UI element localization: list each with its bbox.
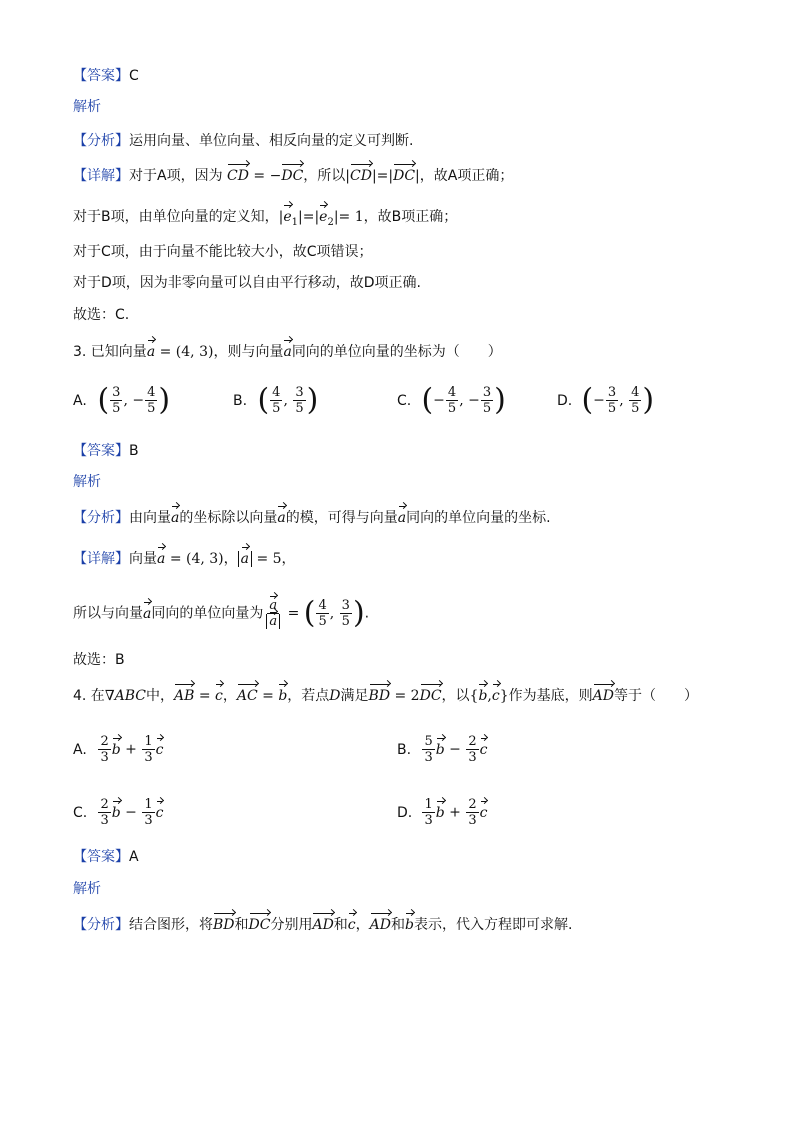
q3-answer-line — [73, 441, 139, 461]
q3-conclusion: 故选：B — [73, 652, 125, 668]
q2-fenxi-line — [73, 131, 413, 151]
jiexi-heading: 解析 — [73, 881, 101, 897]
answer-tag: 【答案】 — [73, 849, 129, 865]
q4-stem-h: 等于（ ） — [613, 688, 698, 704]
option-label: C. — [73, 804, 88, 821]
q3-detail2: 所以与向量 — [73, 605, 143, 622]
q3-fenxi-d: 同向的单位向量的坐标. — [406, 510, 551, 526]
q4-stem-f: ，以 — [441, 688, 470, 704]
q4-stem-g: 作为基底，则 — [508, 688, 593, 704]
q3-detail-line: 【详解】向量a = (4, 3)， a = 5， — [73, 551, 296, 567]
formula-unit-vectors: $|e_1|=|e_2|= 1$ — [278, 209, 364, 228]
fenxi-tag: 【分析】 — [73, 917, 129, 933]
q3-stem-a: 3. 已知向量 — [73, 344, 147, 360]
fenxi-tag: 【分析】 — [73, 133, 129, 149]
q3-conclusion-line — [73, 650, 125, 670]
formula-cd-eq-neg-dc: CD = −DC — [227, 168, 304, 184]
q2-detail-a: 对于A项，因为 — [129, 168, 223, 184]
option-label: D. — [397, 804, 413, 821]
option-label: A. — [73, 392, 87, 409]
option-label: C. — [397, 392, 412, 409]
xiangjie-tag: 【详解】 — [73, 168, 129, 184]
q3-fenxi-a: 由向量 — [129, 510, 171, 526]
q3-option-a: A. ( $\frac{3}{5}$ , − $\frac{4}{5}$ ) — [73, 382, 171, 418]
q3-detail2-line: 所以与向量a同向的单位向量为 $\frac{a}{a}$ = ( $\frac{4}{5}$ , $\frac{3}{5}$ ). — [73, 595, 370, 631]
q4-stem: 4. 在∇ABC中，AB = c，AC = b，若点D满足BD = 2DC，以{b,c}作为基底，则AD等于（ ） — [73, 688, 698, 704]
q3-option-b: B. ( $\frac{4}{5}$ , $\frac{3}{5}$ ) — [233, 382, 319, 418]
q2-detail-b-line — [73, 207, 457, 233]
xiangjie-tag: 【详解】 — [73, 551, 129, 567]
q4-fenxi-c: 分别用 — [270, 917, 313, 933]
q2-fenxi-text: 运用向量、单位向量、相反向量的定义可判断. — [129, 133, 414, 149]
jiexi-heading: 解析 — [73, 99, 101, 115]
q3-jiexi-line — [73, 472, 101, 492]
q4-answer: A — [129, 849, 139, 865]
option-label: D. — [557, 392, 573, 409]
q4-answer-line — [73, 847, 139, 867]
q3-fenxi-line: 【分析】由向量a的坐标除以向量a的模，可得与向量a同向的单位向量的坐标. — [73, 510, 551, 526]
q4-jiexi-line — [73, 879, 101, 899]
q3-fenxi-c: 的模，可得与向量 — [285, 510, 398, 526]
q3-detail-b: ， — [223, 551, 238, 567]
q2-detail-d-line — [73, 273, 421, 293]
q4-fenxi-e: ， — [355, 917, 370, 933]
q2-detail-b-end: ，故B项正确； — [363, 209, 458, 225]
q4-stem-d: ，若点 — [287, 688, 330, 704]
q4-fenxi-d: 和 — [333, 917, 348, 933]
q3-stem-b: ，则与向量 — [213, 344, 284, 360]
q4-option-a: A. $\frac{2}{3}$ b + $\frac{1}{3}$ c — [73, 734, 164, 765]
option-label: B. — [397, 741, 412, 758]
q2-detail-a-line: 【详解】对于A项，因为 CD = −DC，所以|CD|=|DC|，故A项正确； — [73, 168, 514, 184]
answer-tag: 【答案】 — [73, 68, 129, 84]
option-label: B. — [233, 392, 248, 409]
q4-fenxi-line: 【分析】结合图形，将BD和DC分别用AD和c，AD和b表示，代入方程即可求解. — [73, 917, 573, 933]
q4-stem-a: 4. 在 — [73, 688, 105, 704]
q4-option-d: D. $\frac{1}{3}$ b + $\frac{2}{3}$ c — [397, 797, 488, 828]
q4-fenxi-f: 和 — [390, 917, 405, 933]
q4-stem-b: 中， — [145, 688, 174, 704]
unit-vector-fraction: $\frac{a}{a}$ — [264, 598, 282, 629]
q2-jiexi-line — [73, 97, 101, 117]
q2-answer: C — [129, 68, 139, 84]
vector-a: a — [283, 344, 292, 360]
q2-conclusion: 故选：C. — [73, 307, 130, 323]
q2-detail-c: 对于C项，由于向量不能比较大小，故C项错误； — [73, 244, 373, 260]
jiexi-heading: 解析 — [73, 474, 101, 490]
formula-abs-cd-eq-abs-dc: |CD|=|DC| — [345, 168, 420, 184]
q4-option-b: B. $\frac{5}{3}$ b − $\frac{2}{3}$ c — [397, 734, 488, 765]
q4-stem-c: ， — [222, 688, 237, 704]
q2-detail-c-line — [73, 242, 373, 262]
q2-detail-b: 对于B项，由单位向量的定义知， — [73, 209, 279, 225]
formula-a-eq-43: a = (4, 3) — [146, 344, 214, 360]
q4-stem-e: 满足 — [340, 688, 369, 704]
q3-detail-a: 向量 — [129, 551, 157, 567]
q4-fenxi-b: 和 — [234, 917, 249, 933]
q3-detail-c: ， — [281, 551, 296, 567]
q2-answer-line — [73, 66, 139, 86]
q3-stem — [73, 342, 502, 362]
q3-fenxi-b: 的坐标除以向量 — [179, 510, 278, 526]
q2-conclusion-line — [73, 305, 129, 325]
q4-option-c: C. $\frac{2}{3}$ b − $\frac{1}{3}$ c — [73, 797, 164, 828]
q2-detail-d: 对于D项，因为非零向量可以自由平行移动，故D项正确. — [73, 275, 422, 291]
q3-option-d: D. (− $\frac{3}{5}$ , $\frac{4}{5}$ ) — [557, 382, 655, 418]
fenxi-tag: 【分析】 — [73, 510, 129, 526]
q3-stem-c: 同向的单位向量的坐标为（ ） — [291, 344, 502, 360]
q4-fenxi-a: 结合图形，将 — [129, 917, 213, 933]
q2-detail-a-end: ，故A项正确； — [419, 168, 514, 184]
q4-fenxi-g: 表示，代入方程即可求解. — [413, 917, 573, 933]
q3-option-c: C. (− $\frac{4}{5}$ , − $\frac{3}{5}$ ) — [397, 382, 506, 418]
q3-detail2-b: 同向的单位向量为 — [151, 605, 264, 622]
option-label: A. — [73, 741, 87, 758]
answer-tag: 【答案】 — [73, 443, 129, 459]
q3-answer: B — [129, 443, 139, 459]
